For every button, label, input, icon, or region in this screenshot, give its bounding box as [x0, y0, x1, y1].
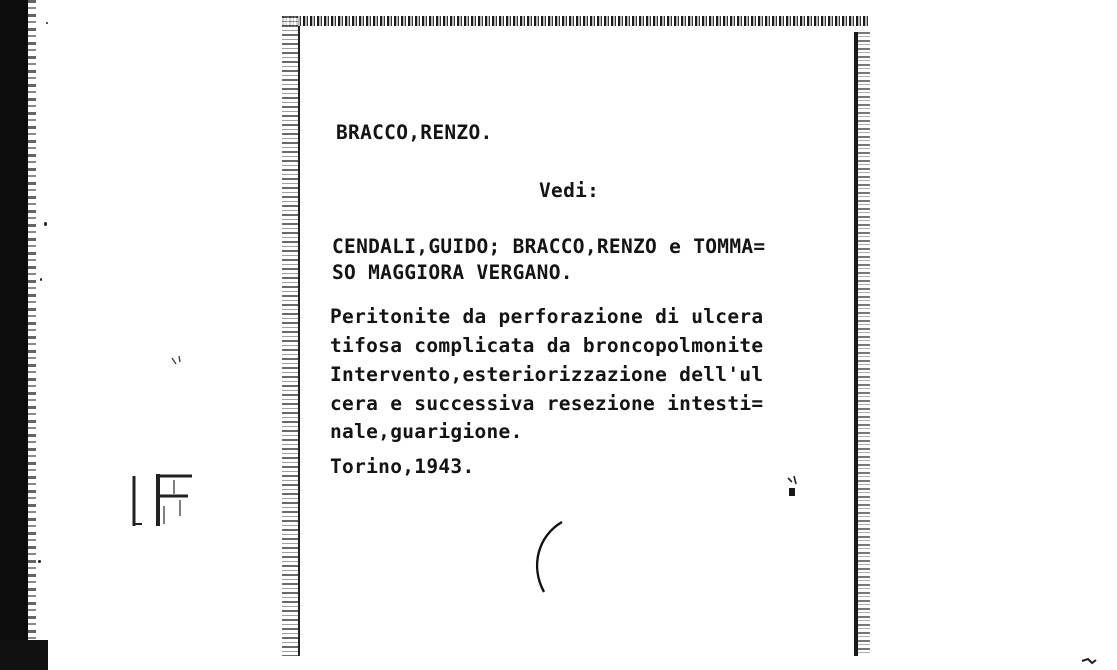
description-line: cera e successiva resezione intesti=: [330, 392, 764, 415]
scan-speck: [46, 22, 48, 24]
description-line: nale,guarigione.: [330, 420, 523, 443]
card-heading-name: BRACCO,RENZO.: [336, 121, 493, 144]
card-left-line: [298, 26, 300, 656]
place-and-date: Torino,1943.: [330, 455, 475, 478]
scan-left-border-grain: [28, 0, 36, 670]
pencil-arc-mark: [528, 518, 568, 596]
description-line: tifosa complicata da broncopolmonite: [330, 334, 764, 357]
scan-corner-mark: [1080, 655, 1098, 667]
scan-speck: [40, 278, 42, 281]
description-line: Peritonite da perforazione di ulcera: [330, 305, 764, 328]
scan-bottom-left-shadow: [0, 640, 48, 670]
scan-left-border: [0, 0, 28, 670]
left-margin-lf-glyph: [128, 466, 200, 532]
card-left-edge: [282, 16, 298, 656]
card-right-line: [854, 32, 858, 656]
reference-line: CENDALI,GUIDO; BRACCO,RENZO e TOMMA=: [332, 235, 766, 258]
scan-speck: [38, 560, 41, 563]
scan-speck: [44, 222, 47, 226]
stamp-mark: [786, 474, 800, 500]
scan-tick-mark: [170, 354, 186, 366]
reference-line: SO MAGGIORA VERGANO.: [332, 261, 573, 284]
card-top-edge: [282, 16, 870, 26]
see-also-label: Vedi:: [539, 179, 600, 202]
description-line: Intervento,esteriorizzazione dell'ul: [330, 363, 764, 386]
